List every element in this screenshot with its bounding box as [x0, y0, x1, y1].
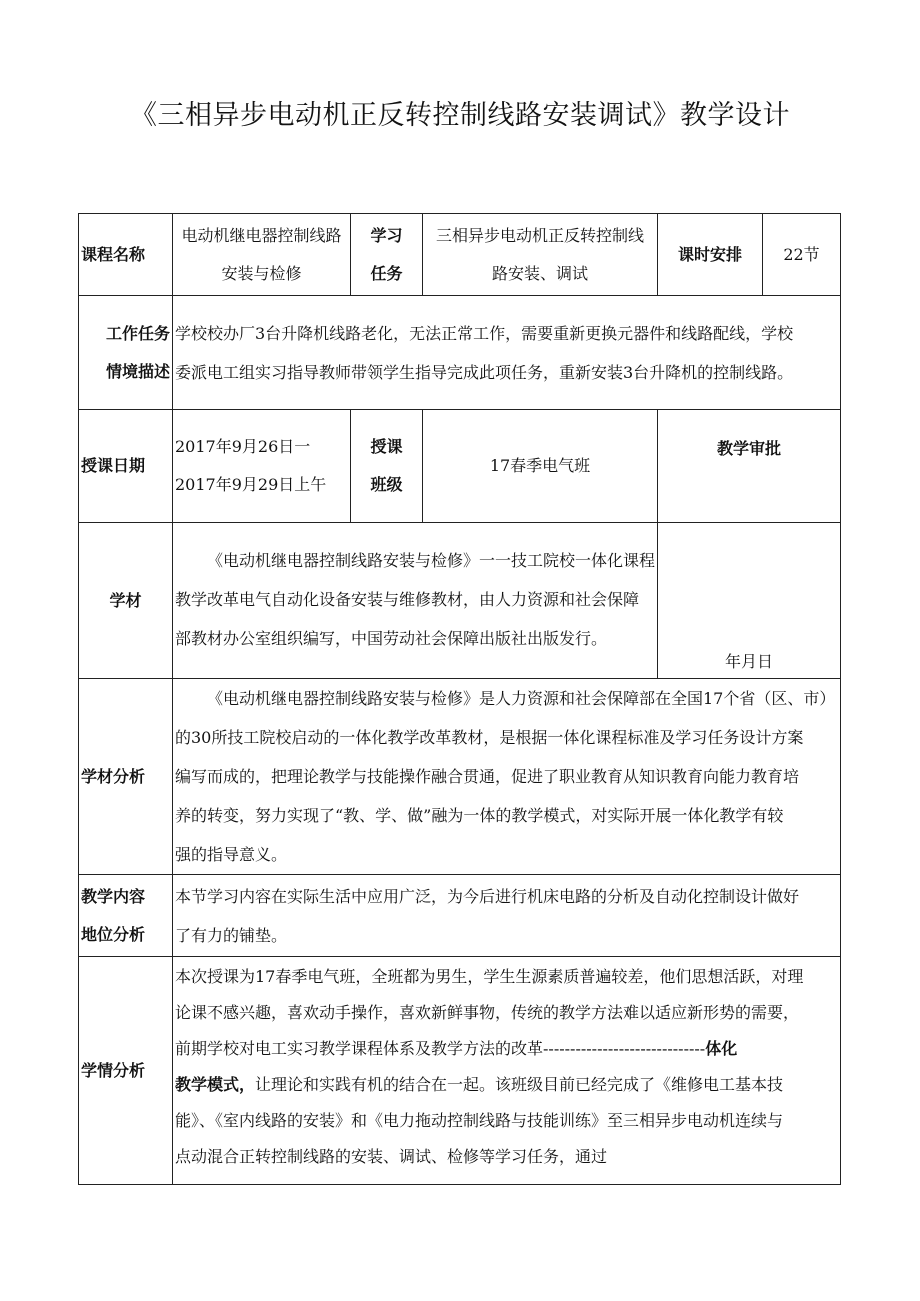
scenario-label-line: 情境描述 [105, 361, 170, 381]
textbook-line: 教学改革电气自动化设备安装与维修教材，由人力资源和社会保障 [175, 590, 640, 609]
approval-date: 年月日 [658, 523, 841, 679]
course-name-label: 课程名称 [79, 214, 173, 296]
scenario-label-line: 工作任务 [105, 323, 170, 343]
analysis-line: 强的指导意义。 [175, 845, 288, 864]
task-line: 路安装、调试 [491, 263, 588, 283]
position-label-line: 教学内容 [81, 886, 146, 906]
course-row [79, 214, 841, 296]
learner-line: 点动混合正转控制线路的安装、调试、检修等学习任务，通过 [175, 1147, 608, 1166]
analysis-line: 编写而成的，把理论教学与技能操作融合贯通，促进了职业教育从知识教育向能力教育培 [175, 767, 800, 786]
hours-value: 22节 [763, 214, 841, 296]
textbook-row [79, 523, 841, 679]
task-value [423, 214, 658, 296]
textbook-analysis-row [79, 679, 841, 875]
course-name-line: 安装与检修 [221, 263, 302, 283]
learner-line [175, 1067, 838, 1103]
textbook-line: 部教材办公室组织编写，中国劳动社会保障出版社出版发行。 [175, 629, 608, 648]
scenario-row [79, 296, 841, 410]
content-position-row [79, 875, 841, 957]
course-name-line: 电动机继电器控制线路 [181, 225, 342, 245]
learner-analysis-row [79, 957, 841, 1185]
analysis-line: 《电动机继电器控制线路安装与检修》是人力资源和社会保障部在全国17个省（区、市） [207, 689, 836, 708]
textbook-line: 《电动机继电器控制线路安装与检修》一一技工院校一体化课程 [207, 551, 656, 570]
approval-label: 教学审批 [658, 410, 841, 523]
class-label-line: 班级 [370, 475, 403, 494]
learner-line: 本次授课为17春季电气班，全班都为男生，学生生源素质普遍较差，他们思想活跃，对理 [175, 967, 804, 986]
schedule-row [79, 410, 841, 523]
learner-dashes: ------------------------------ [543, 1039, 706, 1058]
learner-text [173, 957, 841, 1185]
learner-line: 论课不感兴趣，喜欢动手操作，喜欢新鲜事物，传统的教学方法难以适应新形势的需要， [175, 1003, 800, 1022]
page-title: 《三相异步电动机正反转控制线路安装调试》教学设计 [130, 100, 790, 131]
analysis-line: 的30所技工院校启动的一体化教学改革教材，是根据一体化课程标准及学习任务设计方案 [175, 728, 804, 747]
learner-line [175, 1031, 838, 1067]
date-line: 2017年9月29日上午 [175, 475, 327, 494]
analysis-line: 养的转变，努力实现了“教、学、做”融为一体的教学模式，对实际开展一体化教学有较 [175, 806, 784, 825]
scenario-line: 学校校办厂3台升降机线路老化，无法正常工作，需要重新更换元器件和线路配线，学校 [175, 323, 794, 343]
date-value [173, 410, 351, 523]
learner-line4-text: 让理论和实践有机的结合在一起。该班级目前已经完成了《维修电工基本技 [255, 1075, 784, 1094]
class-label-line: 授课 [370, 437, 403, 456]
task-label-line: 任务 [370, 263, 403, 283]
scenario-label [79, 296, 173, 410]
learner-label: 学情分析 [79, 957, 173, 1185]
position-label [79, 875, 173, 957]
textbook-label: 学材 [79, 523, 173, 679]
course-name-value [173, 214, 351, 296]
learner-line: 能》、《室内线路的安装》和《电力拖动控制线路与技能训练》至三相异步电动机连续与 [175, 1111, 784, 1130]
position-line: 本节学习内容在实际生活中应用广泛，为今后进行机床电路的分析及自动化控制设计做好 [175, 886, 800, 906]
position-label-line: 地位分析 [81, 924, 146, 944]
date-line: 2017年9月26日一 [175, 437, 311, 456]
hours-label: 课时安排 [658, 214, 763, 296]
learner-bold-text: 体化 [705, 1039, 738, 1058]
learner-bold-text: 教学模式， [175, 1075, 256, 1094]
textbook-text [173, 523, 658, 679]
date-label: 授课日期 [79, 410, 173, 523]
scenario-text [173, 296, 841, 410]
task-label [351, 214, 423, 296]
task-line: 三相异步电动机正反转控制线 [435, 225, 644, 245]
position-line: 了有力的铺垫。 [175, 925, 288, 945]
lesson-design-table [78, 213, 841, 1185]
position-text [173, 875, 841, 957]
class-value: 17春季电气班 [423, 410, 658, 523]
learner-line3-text: 前期学校对电工实习教学课程体系及教学方法的改革 [175, 1039, 544, 1058]
analysis-label: 学材分析 [79, 679, 173, 875]
scenario-line: 委派电工组实习指导教师带领学生指导完成此项任务，重新安装3台升降机的控制线路。 [175, 362, 794, 382]
class-label [351, 410, 423, 523]
analysis-text [173, 679, 841, 875]
task-label-line: 学习 [370, 225, 403, 245]
